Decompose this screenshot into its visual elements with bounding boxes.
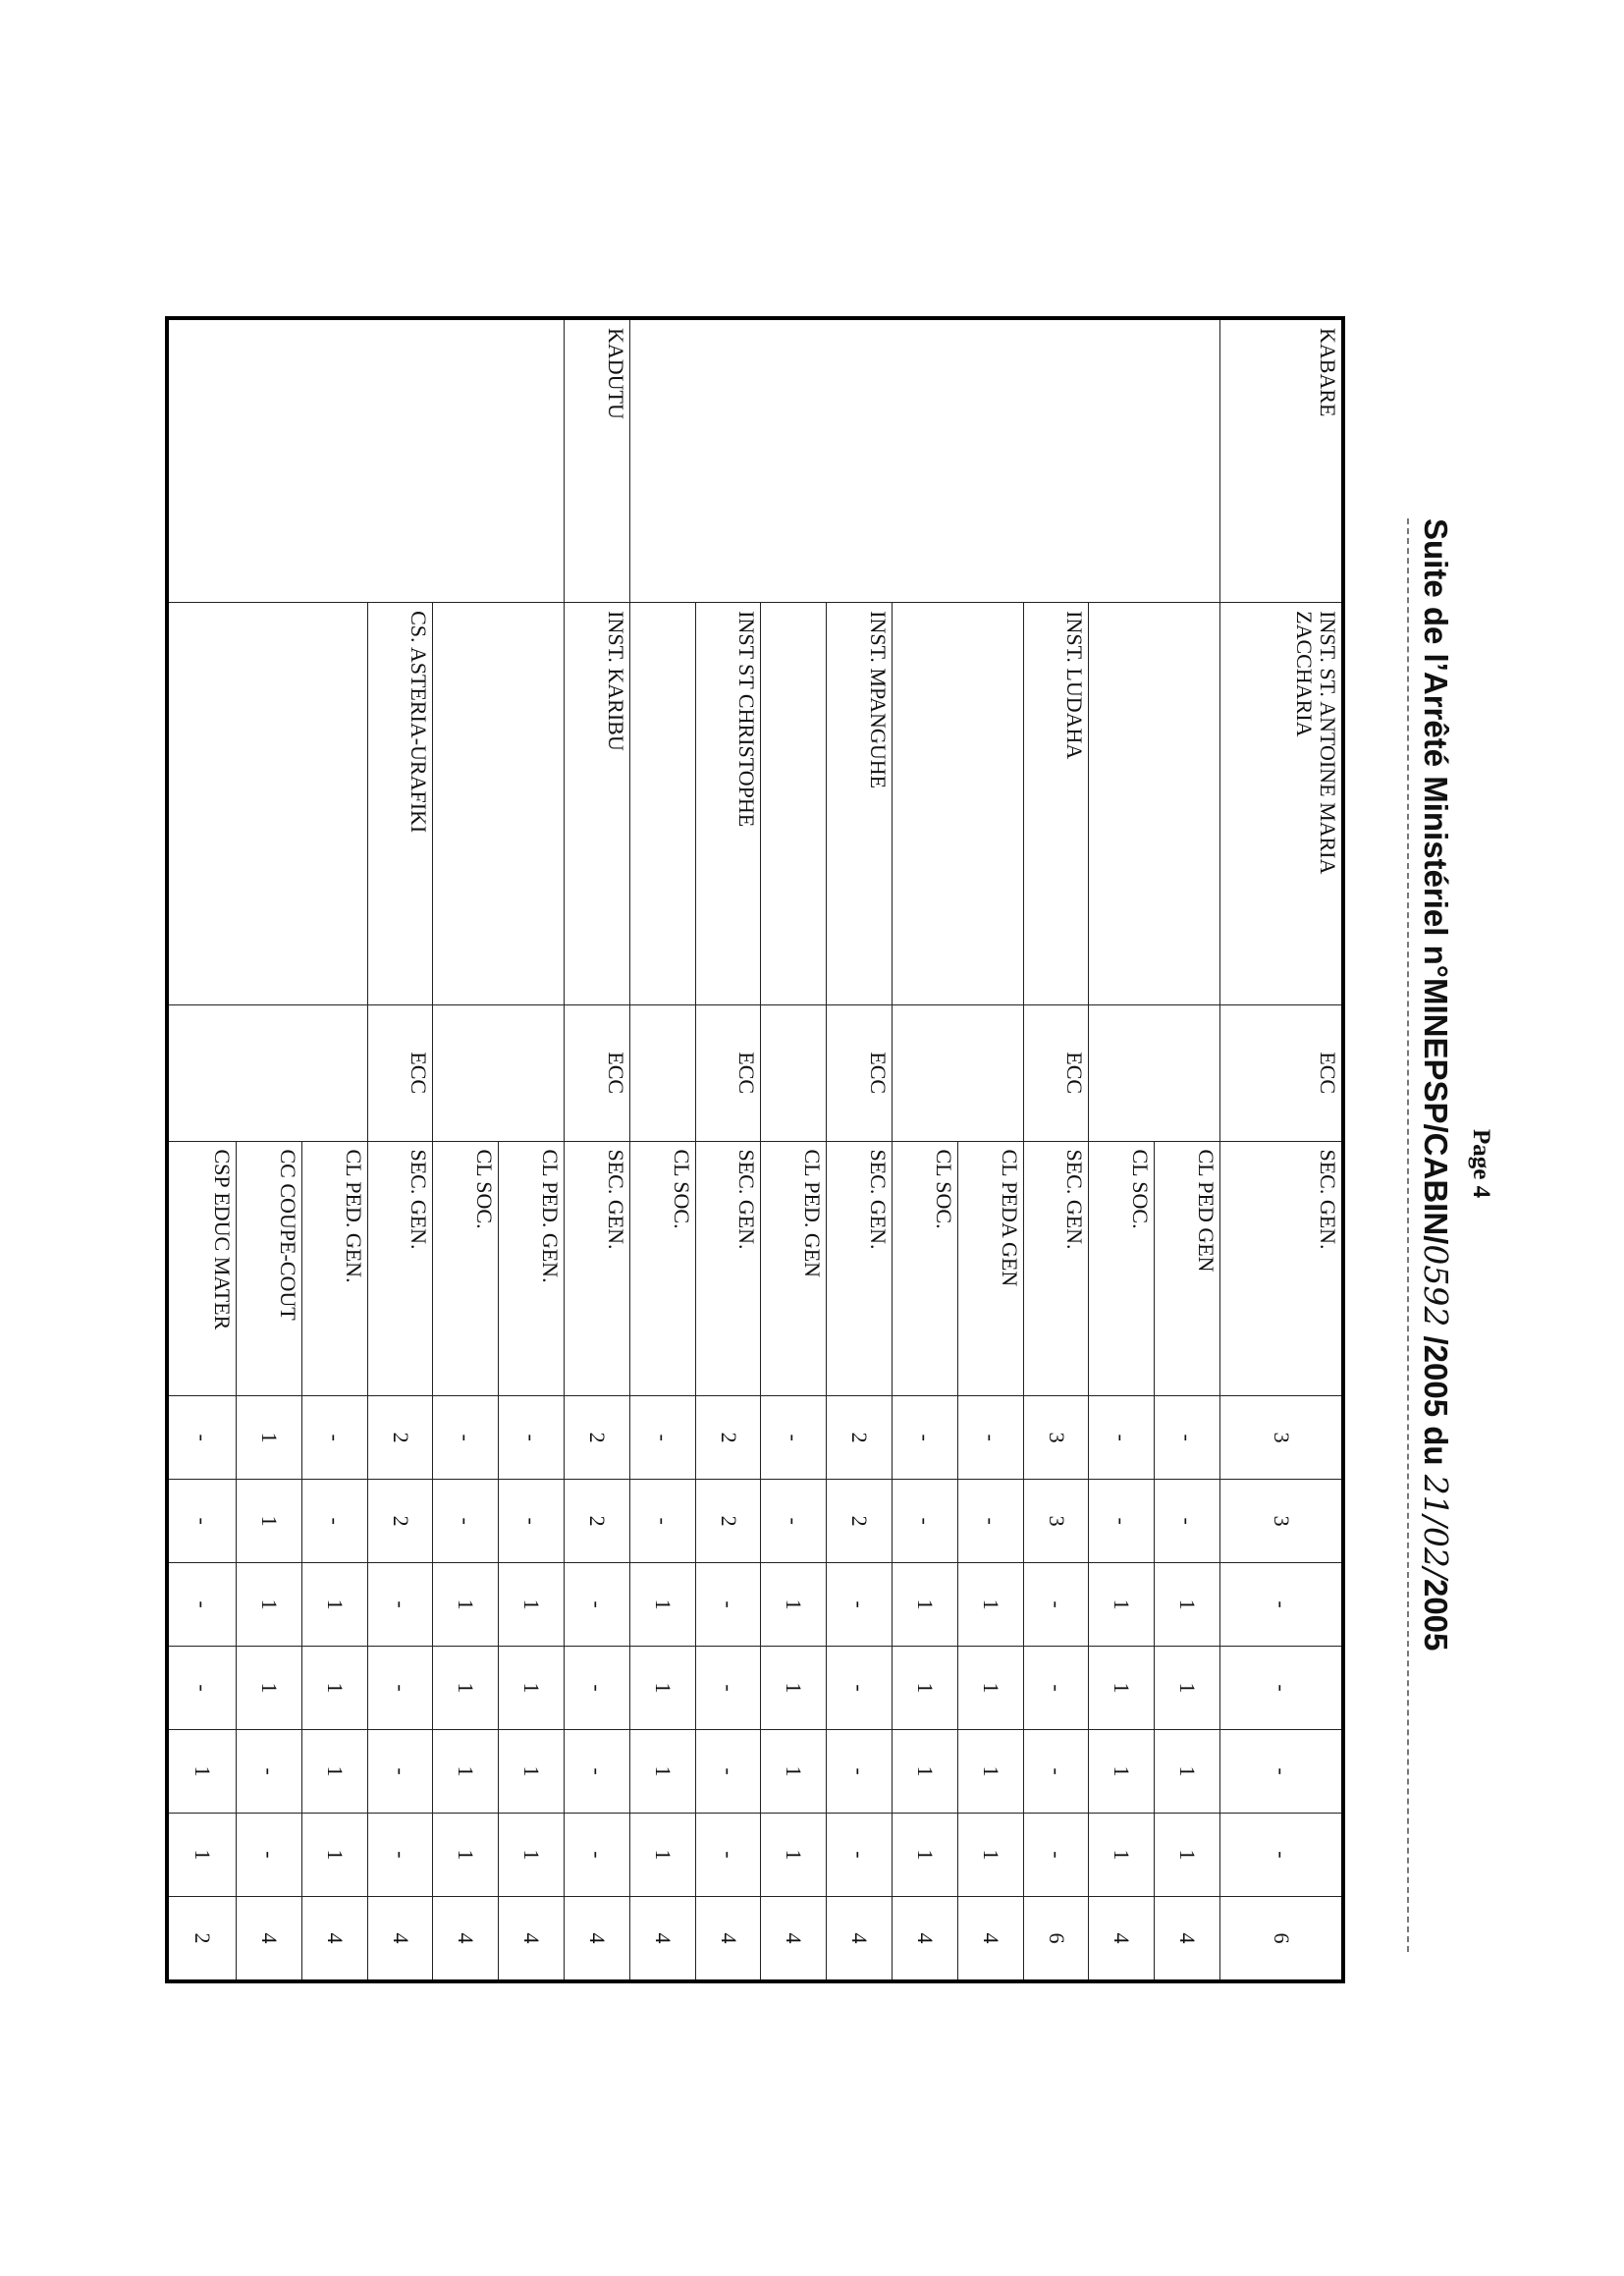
count-cell: - [827, 1563, 893, 1647]
count-cell: - [1155, 1480, 1220, 1563]
count-cell: - [1219, 1730, 1343, 1814]
section-cell: CSP EDUC MATER [167, 1141, 236, 1396]
table-row [236, 318, 301, 1981]
count-cell: 2 [695, 1396, 761, 1480]
section-cell: SEC. GEN. [564, 1141, 629, 1396]
count-cell: 1 [892, 1563, 957, 1647]
regime-cell [499, 1004, 565, 1141]
count-cell: 1 [499, 1647, 565, 1730]
regime-cell: ECC [367, 1004, 433, 1141]
total-cell: 4 [301, 1896, 367, 1981]
count-cell: - [301, 1480, 367, 1563]
heading-mid: /2005 du [1418, 1335, 1454, 1466]
table-body [167, 318, 1343, 1981]
count-cell: - [564, 1813, 629, 1896]
school-cell: INST. KARIBU [564, 603, 629, 1005]
regime-cell: ECC [564, 1004, 629, 1141]
handwritten-number: 0592 [1417, 1244, 1455, 1328]
count-cell: - [695, 1647, 761, 1730]
count-cell: - [301, 1396, 367, 1480]
count-cell: - [367, 1730, 433, 1814]
province-cell [1023, 318, 1089, 603]
count-cell: - [433, 1396, 499, 1480]
school-cell [1155, 603, 1220, 1005]
count-cell: 2 [827, 1396, 893, 1480]
count-cell: 2 [564, 1396, 629, 1480]
count-cell: - [236, 1813, 301, 1896]
count-cell: - [1219, 1647, 1343, 1730]
province-cell [761, 318, 827, 603]
count-cell: - [367, 1563, 433, 1647]
count-cell: 1 [892, 1730, 957, 1814]
total-cell: 4 [827, 1896, 893, 1981]
count-cell: - [564, 1730, 629, 1814]
regime-cell [1089, 1004, 1155, 1141]
regime-cell [301, 1004, 367, 1141]
total-cell: 4 [892, 1896, 957, 1981]
count-cell: - [1089, 1396, 1155, 1480]
school-cell [167, 603, 236, 1005]
regime-cell [236, 1004, 301, 1141]
count-cell: 1 [301, 1647, 367, 1730]
school-cell [957, 603, 1023, 1005]
section-cell: SEC. GEN. [1219, 1141, 1343, 1396]
table-row [695, 318, 761, 1981]
count-cell: 1 [629, 1730, 695, 1814]
count-cell: 1 [1155, 1730, 1220, 1814]
count-cell: 1 [236, 1396, 301, 1480]
count-cell: - [761, 1396, 827, 1480]
count-cell: 1 [499, 1563, 565, 1647]
total-cell: 2 [167, 1896, 236, 1981]
total-cell: 4 [695, 1896, 761, 1981]
count-cell: - [499, 1480, 565, 1563]
count-cell: 1 [761, 1730, 827, 1814]
section-cell: CL SOC. [433, 1141, 499, 1396]
count-cell: - [1023, 1730, 1089, 1814]
count-cell: - [629, 1480, 695, 1563]
school-cell [892, 603, 957, 1005]
count-cell: - [1023, 1647, 1089, 1730]
count-cell: 1 [236, 1480, 301, 1563]
count-cell: - [1219, 1563, 1343, 1647]
table-row [301, 318, 367, 1981]
table-row [1155, 318, 1220, 1981]
count-cell: 1 [433, 1563, 499, 1647]
count-cell: 1 [1155, 1647, 1220, 1730]
table-row [1219, 318, 1343, 1981]
section-cell: SEC. GEN. [367, 1141, 433, 1396]
count-cell: - [827, 1647, 893, 1730]
count-cell: - [827, 1730, 893, 1814]
count-cell: 2 [367, 1480, 433, 1563]
table-row [827, 318, 893, 1981]
count-cell: - [695, 1730, 761, 1814]
count-cell: - [892, 1480, 957, 1563]
count-cell: - [167, 1396, 236, 1480]
table-row [892, 318, 957, 1981]
school-cell [629, 603, 695, 1005]
regime-cell [892, 1004, 957, 1141]
table-row [1023, 318, 1089, 1981]
school-cell: CS. ASTERIA-URAFIKI [367, 603, 433, 1005]
count-cell: 1 [761, 1647, 827, 1730]
count-cell: 1 [957, 1730, 1023, 1814]
total-cell: 4 [564, 1896, 629, 1981]
count-cell: - [1023, 1563, 1089, 1647]
section-cell: CL PED. GEN [761, 1141, 827, 1396]
province-cell [367, 318, 433, 603]
total-cell: 4 [499, 1896, 565, 1981]
count-cell: - [957, 1396, 1023, 1480]
count-cell: 1 [1089, 1647, 1155, 1730]
regime-cell: ECC [827, 1004, 893, 1141]
count-cell: 1 [892, 1647, 957, 1730]
section-cell: CL PED GEN [1155, 1141, 1220, 1396]
count-cell: 3 [1219, 1396, 1343, 1480]
count-cell: 1 [236, 1563, 301, 1647]
table-row [367, 318, 433, 1981]
province-cell [167, 318, 236, 603]
count-cell: 1 [499, 1730, 565, 1814]
total-cell: 4 [629, 1896, 695, 1981]
count-cell: 1 [1089, 1813, 1155, 1896]
heading-prefix: Suite de l’Arrêté Ministériel n°MINEPSP/CABIN/ [1418, 518, 1454, 1245]
total-cell: 4 [761, 1896, 827, 1981]
regime-cell [629, 1004, 695, 1141]
page-number: Page 4 [1468, 1129, 1494, 1199]
regime-cell: ECC [1219, 1004, 1343, 1141]
count-cell: 1 [433, 1647, 499, 1730]
count-cell: - [695, 1813, 761, 1896]
regime-cell [761, 1004, 827, 1141]
count-cell: 1 [1155, 1813, 1220, 1896]
regime-cell [957, 1004, 1023, 1141]
count-cell: - [167, 1480, 236, 1563]
table-row [167, 318, 236, 1981]
table-row [433, 318, 499, 1981]
total-cell: 6 [1219, 1896, 1343, 1981]
section-cell: CL PED. GEN. [499, 1141, 565, 1396]
school-cell [301, 603, 367, 1005]
regime-cell [167, 1004, 236, 1141]
school-cell [1089, 603, 1155, 1005]
count-cell: - [1219, 1813, 1343, 1896]
count-cell: - [761, 1480, 827, 1563]
total-cell: 4 [1155, 1896, 1220, 1981]
total-cell: 4 [367, 1896, 433, 1981]
count-cell: 1 [1089, 1563, 1155, 1647]
count-cell: 3 [1023, 1480, 1089, 1563]
allocation-table-wrapper [165, 316, 1345, 1983]
count-cell: 2 [564, 1480, 629, 1563]
regime-cell [433, 1004, 499, 1141]
count-cell: - [564, 1647, 629, 1730]
count-cell: - [1155, 1396, 1220, 1480]
count-cell: - [367, 1813, 433, 1896]
section-cell: CL SOC. [892, 1141, 957, 1396]
count-cell: 1 [433, 1813, 499, 1896]
school-cell: INST ST CHRISTOPHE [695, 603, 761, 1005]
count-cell: - [957, 1480, 1023, 1563]
count-cell: - [695, 1563, 761, 1647]
school-cell [433, 603, 499, 1005]
section-cell: CL SOC. [629, 1141, 695, 1396]
total-cell: 4 [236, 1896, 301, 1981]
count-cell: 2 [367, 1396, 433, 1480]
count-cell: 1 [761, 1813, 827, 1896]
count-cell: - [827, 1813, 893, 1896]
table-row [499, 318, 565, 1981]
count-cell: 1 [892, 1813, 957, 1896]
count-cell: - [236, 1730, 301, 1814]
count-cell: 1 [957, 1813, 1023, 1896]
document-heading [1407, 518, 1455, 1952]
count-cell: - [167, 1563, 236, 1647]
school-cell [499, 603, 565, 1005]
count-cell: 2 [827, 1480, 893, 1563]
school-cell: INST. MPANGUHE [827, 603, 893, 1005]
province-cell [629, 318, 695, 603]
province-cell [892, 318, 957, 603]
school-cell [761, 603, 827, 1005]
allocation-table [165, 316, 1345, 1983]
province-cell [301, 318, 367, 603]
count-cell: 1 [301, 1563, 367, 1647]
section-cell: CL PED. GEN. [301, 1141, 367, 1396]
province-cell [957, 318, 1023, 603]
count-cell: 1 [957, 1647, 1023, 1730]
count-cell: 3 [1023, 1396, 1089, 1480]
table-row [629, 318, 695, 1981]
total-cell: 4 [1089, 1896, 1155, 1981]
province-cell [827, 318, 893, 603]
count-cell: - [1089, 1480, 1155, 1563]
count-cell: - [167, 1647, 236, 1730]
count-cell: 1 [629, 1813, 695, 1896]
school-cell [236, 603, 301, 1005]
count-cell: 1 [167, 1813, 236, 1896]
count-cell: 1 [167, 1730, 236, 1814]
count-cell: - [1023, 1813, 1089, 1896]
count-cell: - [367, 1647, 433, 1730]
count-cell: 1 [236, 1647, 301, 1730]
regime-cell: ECC [695, 1004, 761, 1141]
count-cell: - [433, 1480, 499, 1563]
count-cell: 1 [301, 1813, 367, 1896]
count-cell: 1 [957, 1563, 1023, 1647]
count-cell: 1 [301, 1730, 367, 1814]
school-cell: INST. LUDAHA [1023, 603, 1089, 1005]
count-cell: 2 [695, 1480, 761, 1563]
count-cell: 3 [1219, 1480, 1343, 1563]
province-cell [1155, 318, 1220, 603]
count-cell: 1 [629, 1563, 695, 1647]
regime-cell [1155, 1004, 1220, 1141]
count-cell: 1 [1155, 1563, 1220, 1647]
province-cell [499, 318, 565, 603]
regime-cell: ECC [1023, 1004, 1089, 1141]
count-cell: 1 [433, 1730, 499, 1814]
count-cell: - [892, 1396, 957, 1480]
section-cell: SEC. GEN. [827, 1141, 893, 1396]
section-cell: CL PEDA GEN [957, 1141, 1023, 1396]
province-cell [236, 318, 301, 603]
handwritten-date: 21/02/ [1417, 1474, 1455, 1579]
total-cell: 4 [433, 1896, 499, 1981]
heading-suffix: 2005 [1418, 1578, 1454, 1652]
total-cell: 4 [957, 1896, 1023, 1981]
table-row [957, 318, 1023, 1981]
province-cell: KABARE [1219, 318, 1343, 603]
province-cell [1089, 318, 1155, 603]
section-cell: SEC. GEN. [695, 1141, 761, 1396]
count-cell: 1 [629, 1647, 695, 1730]
province-cell [695, 318, 761, 603]
province-cell [433, 318, 499, 603]
count-cell: 1 [499, 1813, 565, 1896]
table-row [761, 318, 827, 1981]
table-row [564, 318, 629, 1981]
section-cell: CL SOC. [1089, 1141, 1155, 1396]
count-cell: - [564, 1563, 629, 1647]
count-cell: - [499, 1396, 565, 1480]
count-cell: - [629, 1396, 695, 1480]
section-cell: CC COUPE-COUT [236, 1141, 301, 1396]
school-cell: INST. ST. ANTOINE MARIA ZACCHARIA [1219, 603, 1343, 1005]
section-cell: SEC. GEN. [1023, 1141, 1089, 1396]
table-row [1089, 318, 1155, 1981]
province-cell: KADUTU [564, 318, 629, 603]
count-cell: 1 [1089, 1730, 1155, 1814]
total-cell: 6 [1023, 1896, 1089, 1981]
count-cell: 1 [761, 1563, 827, 1647]
